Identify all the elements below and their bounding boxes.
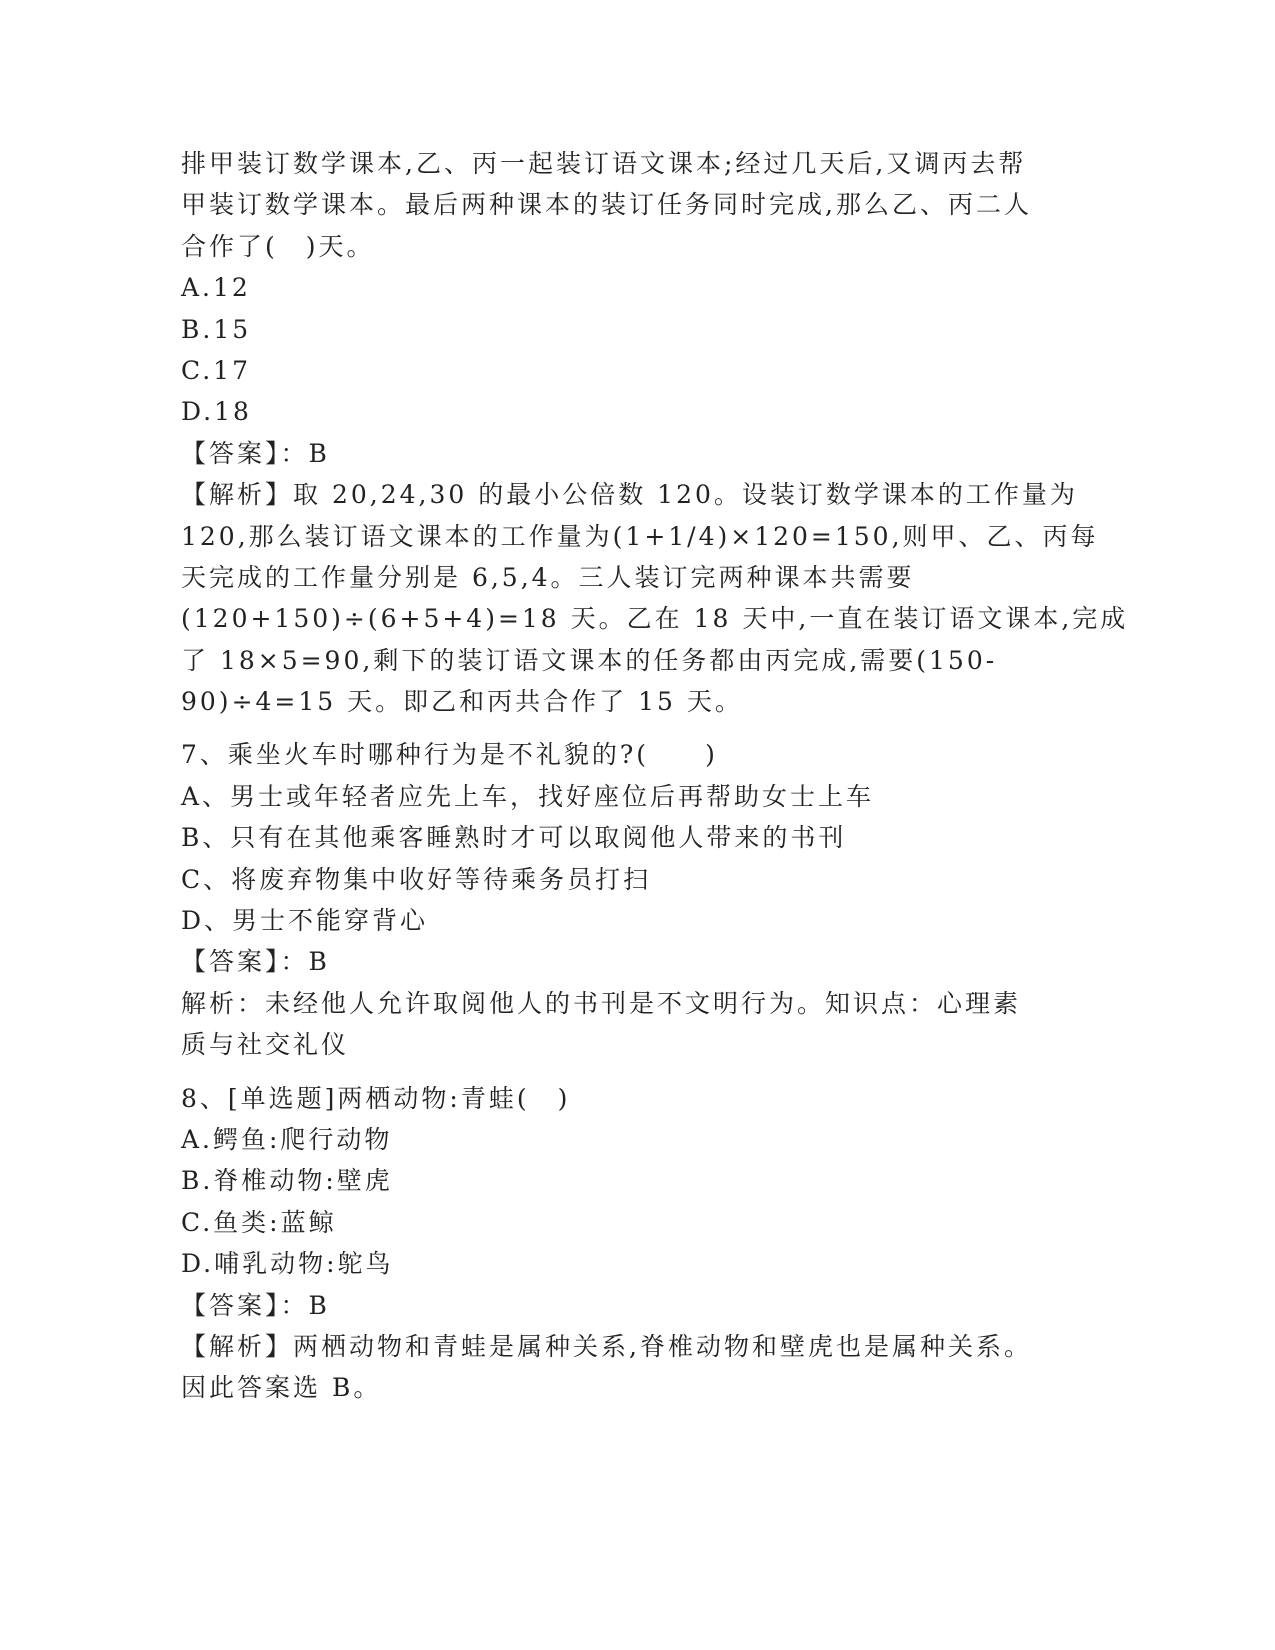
question-8-option-a: A.鳄鱼:爬行动物 bbox=[181, 1124, 393, 1154]
question-6-analysis-line-3: 天完成的工作量分别是 6,5,4。三人装订完两种课本共需要 bbox=[181, 562, 915, 592]
question-7-option-b: B、只有在其他乘客睡熟时才可以取阅他人带来的书刊 bbox=[181, 823, 847, 853]
section-gap bbox=[181, 722, 1061, 734]
question-7-block bbox=[181, 734, 1061, 1065]
question-8-option-d: D.哺乳动物:鸵鸟 bbox=[181, 1249, 394, 1279]
question-8-answer: 【答案】：B bbox=[181, 1290, 330, 1320]
question-6-block bbox=[181, 143, 1129, 722]
document-content bbox=[181, 143, 1129, 1409]
question-6-analysis-line-5: 了 18×5=90,剩下的装订语文课本的任务都由丙完成,需要(150- bbox=[181, 645, 998, 675]
question-6-option-b: B.15 bbox=[181, 314, 252, 344]
question-7-analysis-line-2: 质与社交礼仪 bbox=[181, 1030, 350, 1060]
question-6-answer: 【答案】：B bbox=[181, 438, 330, 468]
question-8-analysis-line-1: 【解析】两栖动物和青蛙是属种关系,脊椎动物和壁虎也是属种关系。 bbox=[181, 1331, 1032, 1361]
question-6-stem-line-3: 合作了( )天。 bbox=[181, 231, 375, 261]
question-7-option-d: D、男士不能穿背心 bbox=[181, 906, 429, 936]
question-6-analysis-line-1: 【解析】取 20,24,30 的最小公倍数 120。设装订数学课本的工作量为 bbox=[181, 480, 1078, 510]
question-7-answer: 【答案】：B bbox=[181, 947, 330, 977]
question-6-analysis-line-6: 90)÷4=15 天。即乙和丙共合作了 15 天。 bbox=[181, 687, 743, 717]
question-7-option-a: A、男士或年轻者应先上车，找好座位后再帮助女士上车 bbox=[181, 781, 875, 811]
question-6-stem-line-1: 排甲装订数学课本,乙、丙一起装订语文课本;经过几天后,又调丙去帮 bbox=[181, 149, 1027, 178]
question-6-option-c: C.17 bbox=[181, 355, 251, 385]
question-7-option-c: C、将废弃物集中收好等待乘务员打扫 bbox=[181, 864, 652, 894]
question-8-option-b: B.脊椎动物:壁虎 bbox=[181, 1166, 393, 1196]
question-8-block bbox=[181, 1078, 1061, 1409]
question-6-option-d: D.18 bbox=[181, 397, 252, 427]
question-8-analysis-line-2: 因此答案选 B。 bbox=[181, 1373, 382, 1403]
question-6-analysis-line-4: (120+150)÷(6+5+4)=18 天。乙在 18 天中,一直在装订语文课本,完成 bbox=[181, 604, 1129, 634]
section-gap bbox=[181, 1066, 1061, 1078]
question-6-stem-line-2: 甲装订数学课本。最后两种课本的装订任务同时完成,那么乙、丙二人 bbox=[181, 190, 1032, 220]
question-8-stem: 8、[单选题]两栖动物:青蛙( ) bbox=[181, 1083, 571, 1113]
question-6-analysis-line-2: 120,那么装订语文课本的工作量为(1+1/4)×120=150,则甲、乙、丙每 bbox=[181, 521, 1099, 551]
question-6-option-a: A.12 bbox=[181, 273, 251, 303]
question-7-analysis-line-1: 解析：未经他人允许取阅他人的书刊是不文明行为。知识点：心理素 bbox=[181, 988, 1022, 1018]
question-7-stem: 7、乘坐火车时哪种行为是不礼貌的?( ) bbox=[181, 740, 718, 770]
question-8-option-c: C.鱼类:蓝鲸 bbox=[181, 1207, 337, 1237]
